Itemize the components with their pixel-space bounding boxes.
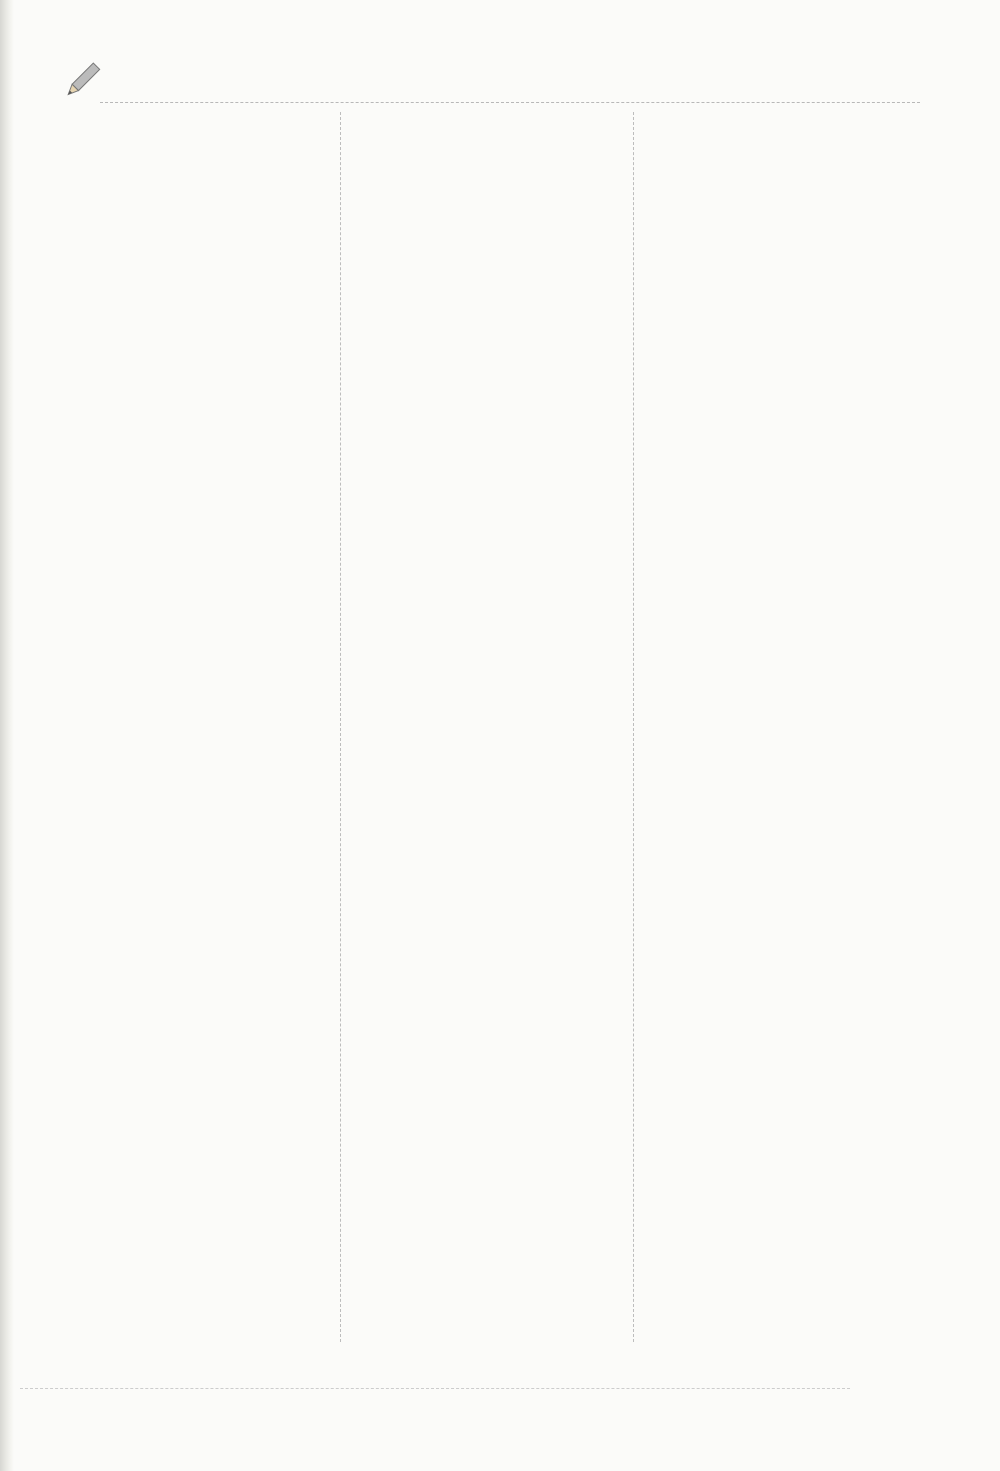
- page-header: [60, 70, 940, 100]
- answer-column-1: [58, 112, 328, 316]
- division-group-p42: [352, 212, 622, 442]
- column-divider: [340, 112, 341, 1342]
- pencil-icon: [60, 58, 104, 102]
- division-group-p41-cont: [352, 112, 622, 208]
- answer-column-3: [648, 112, 938, 216]
- answer-column-2: [352, 112, 622, 650]
- header-rule: [100, 102, 920, 103]
- page-spine-shadow: [0, 0, 14, 1471]
- footer-rule: [20, 1388, 850, 1389]
- division-group-p43: [352, 446, 622, 646]
- column-divider: [633, 112, 634, 1342]
- division-group-p41: [58, 112, 328, 312]
- matching-exercise: [648, 112, 938, 216]
